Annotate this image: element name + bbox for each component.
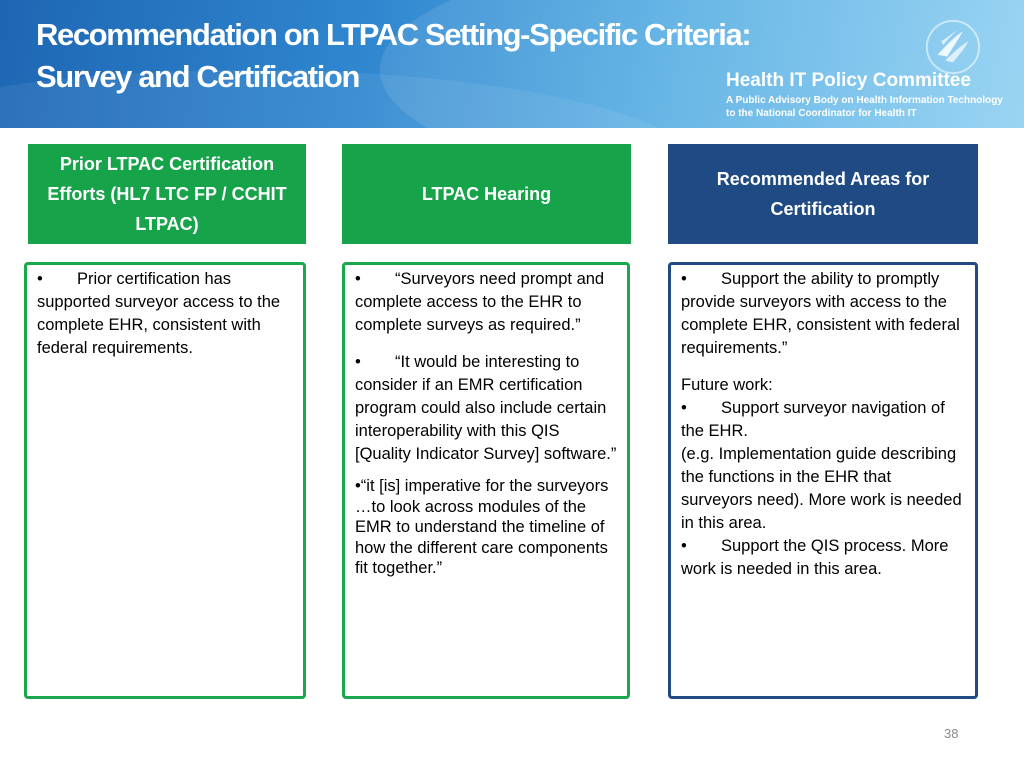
hearing-bullet-3: “it [is] imperative for the surveyors …to look across modules of the EMR to understand the timeline of how the different care components fit together.” (355, 477, 609, 577)
spacer (681, 360, 967, 374)
recommended-bullet-2: Support surveyor navigation of the EHR. (681, 399, 945, 440)
hearing-bullet-2: “It would be interesting to consider if an EMR certification program could also include certain interoperability with this QIS [Quality Indicator Survey] software.” (355, 353, 617, 463)
column-body-recommended (668, 262, 978, 699)
slide-title-line2: Survey and Certification (36, 59, 359, 94)
future-work-label: Future work: (681, 376, 773, 394)
bullet-icon: • (37, 270, 43, 288)
slide-header (0, 0, 1024, 128)
list-item (355, 351, 619, 466)
recommended-bullet-3: Support the QIS process. More work is needed in this area. (681, 537, 949, 578)
bullet-icon: • (681, 399, 687, 417)
column-header-recommended-label: Recommended Areas for Certification (716, 169, 930, 219)
bullet-icon: • (355, 270, 361, 288)
bullet-icon: • (681, 537, 687, 555)
bullet-icon: • (355, 477, 361, 495)
list-item (681, 397, 967, 443)
slide-title-line1: Recommendation on LTPAC Setting-Specific Criteria: (36, 17, 751, 52)
org-subtitle (726, 94, 1003, 120)
list-item (681, 535, 967, 581)
bullet-icon: • (355, 353, 361, 371)
column-body-hearing (342, 262, 630, 699)
column-header-hearing-label: LTPAC Hearing (421, 184, 552, 204)
column-header-recommended (668, 144, 978, 244)
org-name: Health IT Policy Committee (726, 70, 971, 91)
page-number: 38 (944, 726, 959, 741)
list-item (37, 268, 295, 360)
list-item (681, 268, 967, 360)
column-header-hearing (342, 144, 631, 244)
list-item (355, 268, 619, 337)
prior-bullet-1: Prior certification has supported surveyor access to the complete EHR, consistent with federal requirements. (37, 270, 281, 357)
org-subtitle-line1: A Public Advisory Body on Health Information Technology (726, 95, 1003, 106)
list-item (355, 476, 619, 579)
column-header-prior-label: Prior LTPAC Certification Efforts (HL7 LTC FP / CCHIT LTPAC) (47, 154, 287, 234)
hhs-eagle-icon (924, 18, 982, 76)
hearing-bullet-1: “Surveyors need prompt and complete access to the EHR to complete surveys as required.” (355, 270, 605, 334)
bullet-icon: • (681, 270, 687, 288)
column-header-prior (28, 144, 306, 244)
recommended-bullet-2-detail: (e.g. Implementation guide describing the functions in the EHR that surveyors need). More work is needed in this area. (681, 445, 962, 532)
recommended-bullet-1: Support the ability to promptly provide surveyors with access to the complete EHR, consistent with federal requirements.” (681, 270, 960, 357)
spacer (355, 337, 619, 351)
spacer (355, 466, 619, 476)
org-subtitle-line2: to the National Coordinator for Health IT (726, 108, 917, 119)
column-body-prior (24, 262, 306, 699)
